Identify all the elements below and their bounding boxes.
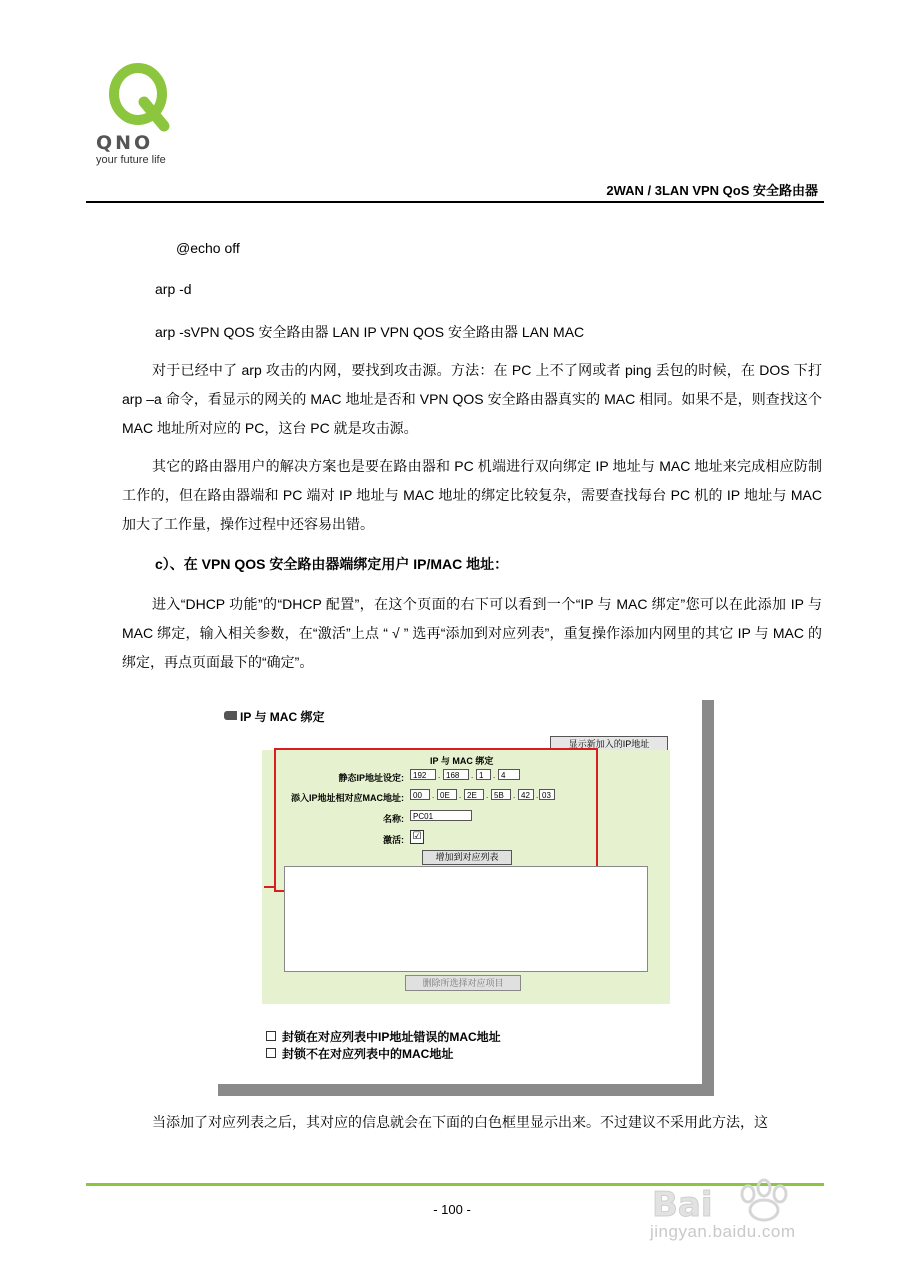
title-bullet-icon	[224, 711, 237, 720]
svg-text:Bai: Bai	[652, 1185, 713, 1225]
paragraph-1: 对于已经中了 arp 攻击的内网，要找到攻击源。方法：在 PC 上不了网或者 ping 丢包的时候，在 DOS 下打 arp –a 命令，看显示的网关的 MAC 地址是否和 VPN QOS 安全路由器真实的 MAC 相同。如果不是，则查找这个 MAC 地址所对应的 PC，这台 PC 就是攻击源。	[122, 362, 822, 436]
mac-octet-2[interactable]: 0E	[437, 789, 457, 800]
paragraph-2: 其它的路由器用户的解决方案也是要在路由器和 PC 机端进行双向绑定 IP 地址与 MAC 地址来完成相应防制工作的，但在路由器端和 PC 端对 IP 地址与 MAC 地址的绑定比较复杂，需要查找每台 PC 机的 IP 地址与 MAC 加大了工作量，操作过程中还容易出错。	[122, 458, 822, 532]
qno-logo	[94, 62, 184, 167]
paragraph-4: 当添加了对应列表之后，其对应的信息就会在下面的白色框里显示出来。不过建议不采用此方法，这	[152, 1114, 768, 1130]
logo-wordmark	[94, 132, 184, 152]
highlight-box-tick	[264, 886, 276, 888]
mac-octet-6[interactable]: 03	[539, 789, 555, 800]
static-ip-label: 静态IP地址设定:	[338, 773, 404, 783]
lock-not-listed-label: 封锁不在对应列表中的MAC地址	[282, 1047, 454, 1061]
svg-text:QNO: QNO	[96, 132, 154, 152]
name-input[interactable]: PC01	[410, 810, 472, 821]
baidu-watermark-icon	[648, 1168, 848, 1268]
binding-panel-caption: IP 与 MAC 绑定	[430, 756, 494, 766]
add-to-list-button[interactable]: 增加到对应列表	[422, 850, 512, 865]
code-line-echo: @echo off	[176, 240, 240, 256]
delete-selected-button[interactable]: 删除所选择对应项目	[405, 975, 521, 991]
lock-not-listed-option[interactable]	[266, 1045, 453, 1062]
screenshot-shadow-bottom	[218, 1084, 714, 1096]
lock-wrong-ip-checkbox[interactable]	[266, 1031, 276, 1041]
mac-octet-5[interactable]: 42	[518, 789, 534, 800]
logo-q-icon	[108, 62, 170, 132]
lock-wrong-ip-label: 封锁在对应列表中IP地址错误的MAC地址	[282, 1030, 501, 1044]
show-new-ip-button[interactable]: 显示新加入的IP地址	[550, 736, 668, 752]
lock-wrong-ip-option[interactable]	[266, 1028, 501, 1045]
binding-section-title: IP 与 MAC 绑定	[240, 710, 325, 724]
header-rule	[86, 201, 824, 203]
mac-octet-4[interactable]: 5B	[491, 789, 511, 800]
mac-label: 添入IP地址相对应MAC地址:	[291, 793, 404, 803]
code-line-arp-s: arp -sVPN QOS 安全路由器 LAN IP VPN QOS 安全路由器 LAN MAC	[155, 324, 585, 340]
paragraph-3: 进入“DHCP 功能”的“DHCP 配置”，在这个页面的右下可以看到一个“IP 与 MAC 绑定”您可以在此添加 IP 与 MAC 绑定，输入相关参数，在“激活”上点 “ √ ” 选再“添加到对应列表”，重复操作添加内网里的其它 IP 与 MAC 的绑定，再点页面最下的“确定”。	[122, 596, 822, 670]
lock-not-listed-checkbox[interactable]	[266, 1048, 276, 1058]
active-label: 激活:	[383, 835, 404, 845]
logo-tagline: your future life	[96, 154, 166, 166]
page-number: - 100 -	[433, 1202, 471, 1217]
static-ip-octet-3[interactable]: 1	[476, 769, 491, 780]
watermark-url: jingyan.baidu.com	[650, 1222, 796, 1241]
active-checkbox[interactable]: ☑	[410, 830, 424, 844]
name-label: 名称:	[383, 814, 404, 824]
mac-octet-3[interactable]: 2E	[464, 789, 484, 800]
static-ip-octet-4[interactable]: 4	[498, 769, 520, 780]
static-ip-octet-2[interactable]: 168	[443, 769, 469, 780]
static-ip-octet-1[interactable]: 192	[410, 769, 436, 780]
binding-list[interactable]	[284, 866, 648, 972]
code-line-arp-d: arp -d	[155, 281, 192, 297]
mac-octet-1[interactable]: 00	[410, 789, 430, 800]
section-heading-c: c）、在 VPN QOS 安全路由器端绑定用户 IP/MAC 地址：	[155, 556, 509, 572]
screenshot-shadow-right	[702, 700, 714, 1096]
document-title: 2WAN / 3LAN VPN QoS 安全路由器	[606, 183, 818, 198]
